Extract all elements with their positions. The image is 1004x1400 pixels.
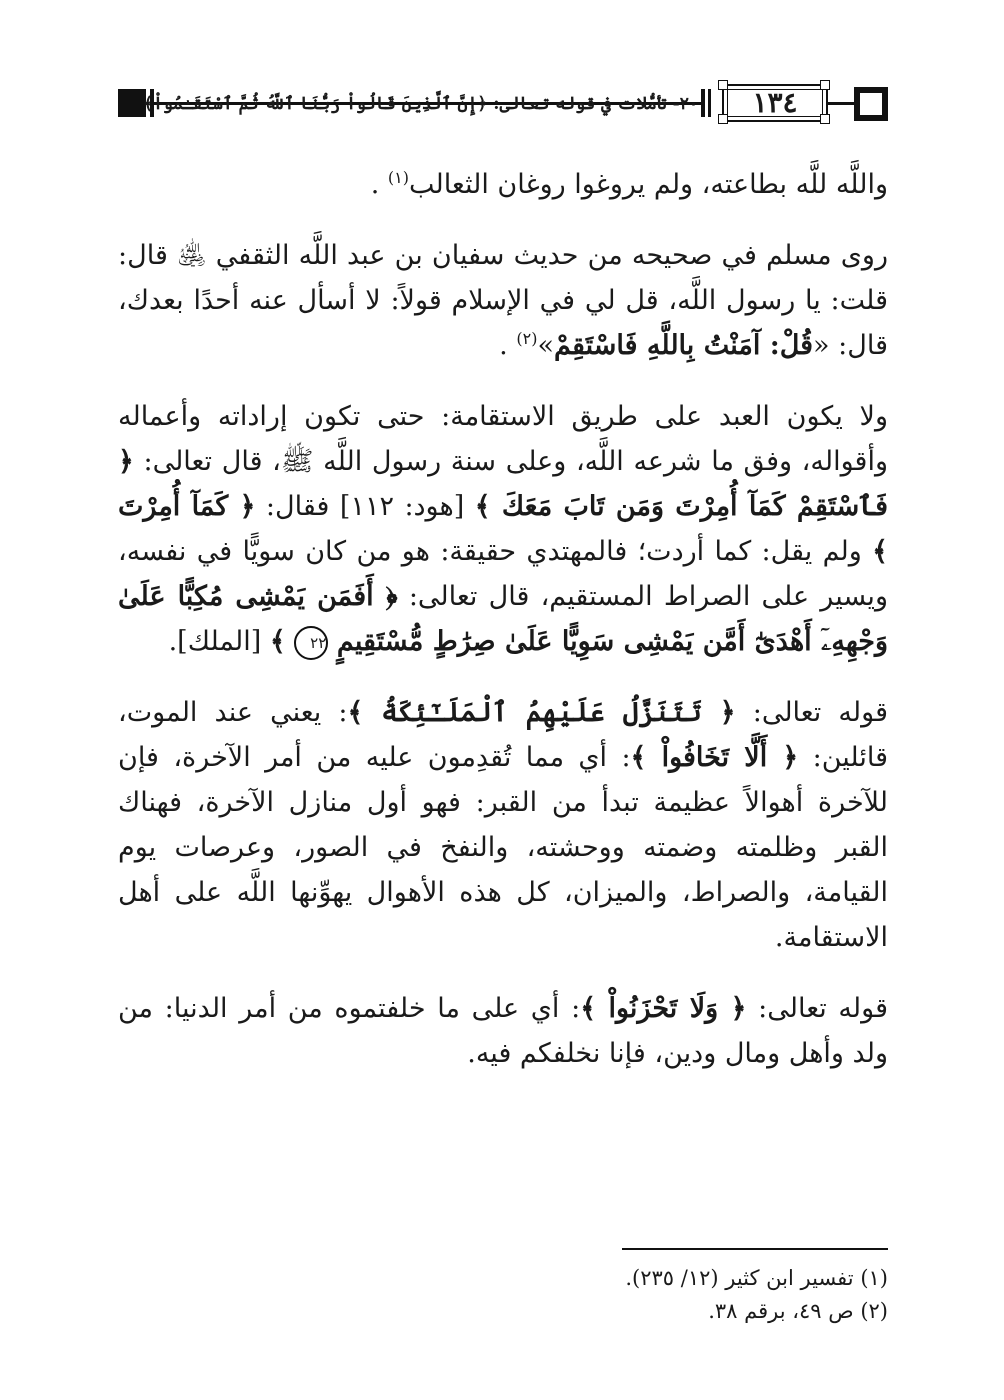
verse-number-marker: ٢٢	[294, 626, 328, 660]
frame-corner	[820, 114, 830, 124]
paragraph-text: : أي مما تُقدِمون عليه من أمر الآخرة، فإن للآخرة أهوالاً عظيمة تبدأ من القبر: فهو أول منازل الآخرة، فهناك القبر وظلمته وضمته ووحشته، والنفخ في الصور، وعرصات يوم القيامة، والصراط، والميزان، كل هذه الأهوال يهوِّنها اللَّه على أهل الاستقامة.	[118, 742, 888, 953]
paragraph-text: [الملك].	[168, 626, 270, 657]
paragraph-text: قوله تعالى:	[735, 697, 888, 728]
header-bar	[708, 89, 711, 117]
paragraph-end: .	[499, 330, 508, 361]
paragraph-2	[118, 233, 888, 368]
quran-verse: ﴿ فَٱسْتَقِمْ كَمَآ أُمِرْتَ وَمَن تَابَ مَعَكَ ﴾	[118, 446, 888, 522]
frame-corner	[718, 114, 728, 124]
quran-verse: ﴿ أَفَمَن يَمْشِى مُكِبًّا عَلَىٰ وَجْهِهِۦٓ أَهْدَىٰٓ أَمَّن يَمْشِى سَوِيًّا عَلَىٰ صِرَٰطٍ مُّسْتَقِيمٍ	[118, 581, 888, 657]
footnote-2: (٢) ص ٤٩، برقم ٣٨.	[708, 1299, 888, 1323]
paragraph-end: .	[370, 169, 380, 200]
header-bar	[701, 89, 705, 117]
paragraph-text: [هود: ١١٢] فقال:	[255, 491, 475, 522]
footnote-1: (١) تفسير ابن كثير (١٢/ ٢٣٥).	[625, 1266, 888, 1290]
quote-close: »	[537, 330, 554, 361]
paragraph-4	[118, 690, 888, 960]
footnote-ref-2: (٢)	[516, 329, 538, 348]
chapter-title: ٢٠- تأمُّلات في قوله تعالى: ﴿إِنَّ ٱلَّذِينَ قَالُواْ رَبُّنَا ٱللَّهُ ثُمَّ ٱسْتَقَـٰمُواْ﴾	[143, 94, 698, 114]
paragraph-text: ولم يقل: كما أردت؛ فالمهتدي حقيقة: هو من كان سويًّا في نفسه، ويسير على الصراط المستقيم، قال تعالى:	[118, 536, 888, 612]
paragraph-text: : يعني عند الموت، قائلين:	[118, 697, 888, 773]
frame-corner	[718, 80, 728, 90]
paragraph-text: ولا يكون العبد على طريق الاستقامة: حتى تكون إراداته وأعماله وأقواله، وفق ما شرعه اللَّه، وعلى سنة رسول اللَّه ﷺ، قال تعالى:	[118, 401, 888, 477]
page-number-text: ١٣٤	[752, 86, 798, 119]
paragraph-text: واللَّه للَّه بطاعته، ولم يروغوا روغان الثعالب	[408, 169, 888, 200]
paragraph-text: : أي على ما خلفتموه من أمر الدنيا: من ولد وأهل ومال ودين، فإنا نخلفكم فيه.	[118, 993, 888, 1069]
quran-verse: ﴿ كَمَآ أُمِرْتَ ﴾	[118, 491, 888, 567]
header-ornament-left	[118, 89, 146, 117]
footnotes	[118, 1262, 888, 1328]
paragraph-5	[118, 986, 888, 1076]
quran-verse: ﴿ تَتَنَزَّلُ عَلَيْهِمُ ٱلْمَلَـٰٓئِكَةُ ﴾	[347, 697, 736, 728]
paragraph-text: قوله تعالى:	[746, 993, 888, 1024]
page-number	[722, 84, 828, 122]
paragraph-3	[118, 394, 888, 664]
header-ornament-right	[854, 87, 888, 121]
hadith-quote: قُلْ: آمَنْتُ بِاللَّهِ فَاسْتَقِمْ	[553, 330, 814, 361]
frame-corner	[820, 80, 830, 90]
page-header	[118, 84, 888, 124]
paragraph-1	[118, 162, 888, 207]
paragraph-text: روى مسلم في صحيحه من حديث سفيان بن عبد اللَّه الثقفي ﵁ قال: قلت: يا رسول اللَّه، قل لي في الإسلام قولاً: لا أسأل عنه أحدًا بعدك، قال: «	[118, 240, 888, 361]
quran-bracket: ﴾	[269, 626, 286, 657]
page-body	[118, 162, 888, 1076]
quran-verse: ﴿ وَلَا تَحْزَنُواْ ﴾	[580, 993, 747, 1024]
footnote-ref-1: (١)	[387, 168, 409, 187]
quran-verse: ﴿ أَلَّا تَخَافُواْ ﴾	[630, 742, 799, 773]
footnote-divider	[622, 1248, 888, 1250]
